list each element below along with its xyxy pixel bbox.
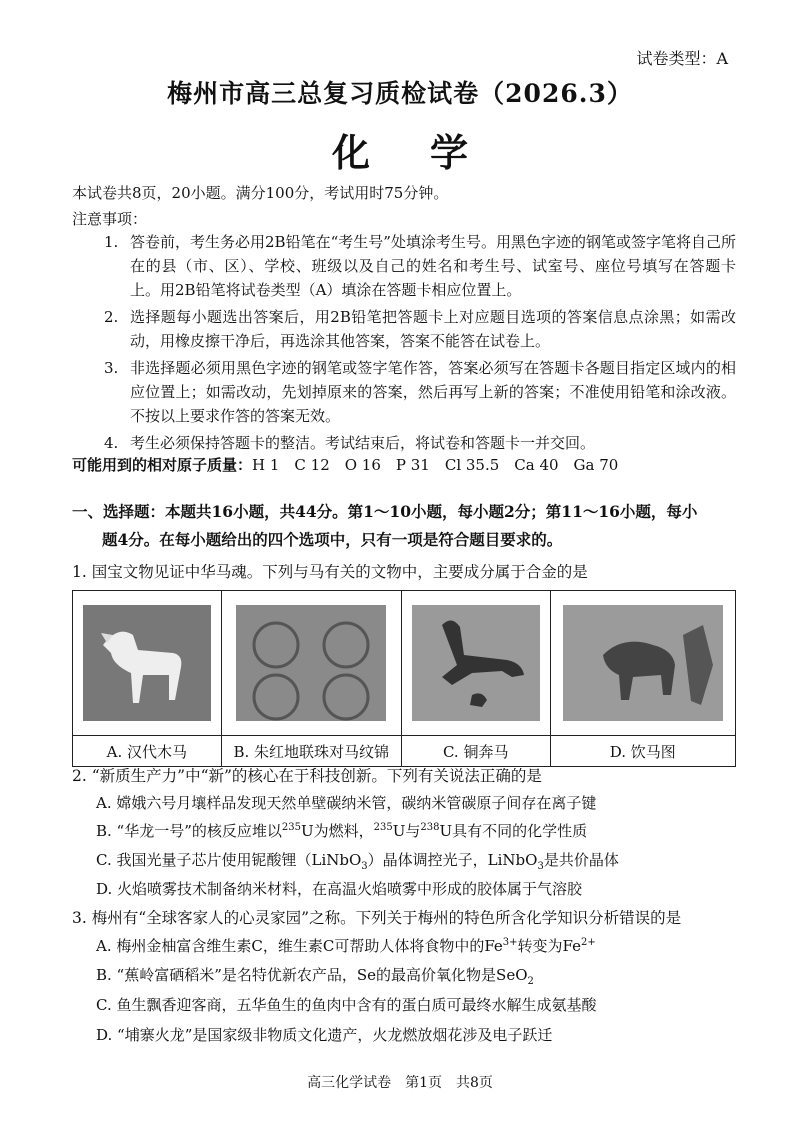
option-c-caption: C. 铜奔马 [401,736,550,767]
question-2-option-c: C. 我国光量子芯片使用铌酸锂（LiNbO$_3$）晶体调控光子，LiNbO$_3$是共价晶体 [96,851,619,872]
question-1-stem: 1. 国宝文物见证中华马魂。下列与马有关的文物中，主要成分属于合金的是 [72,563,588,581]
question-2-option-b: B. “华龙一号”的核反应堆以$^{235}$U为燃料，$^{235}$U与$^{238}$U具有不同的化学性质 [96,822,588,840]
option-b-image-cell [221,591,401,736]
painting-image [563,605,723,721]
paper-type-label: 试卷类型：A [636,49,728,68]
subject-title: 化学 [331,130,528,175]
bronze-horse-image [412,605,540,721]
question-2-option-d: D. 火焰喷雾技术制备纳米材料，在高温火焰喷雾中形成的胶体属于气溶胶 [96,880,583,898]
section-heading-line1: 一、选择题：本题共16小题，共44分。第1～10小题，每小题2分；第11～16小题，每小 [72,502,698,521]
question-2-stem: 2. “新质生产力”中“新”的核心在于科技创新。下列有关说法正确的是 [72,767,542,785]
option-a-image-cell [73,591,222,736]
notice-item: 2. 选择题每小题选出答案后，用2B铅笔把答题卡上对应题目选项的答案信息点涂黑；如需改动，用橡皮擦干净后，再选涂其他答案，答案不能答在试卷上。 [104,308,736,350]
atomic-masses-values: H 1 C 12 O 16 P 31 Cl 35.5 Ca 40 Ga 70 [252,456,619,474]
question-1-image-table [72,590,736,767]
notice-item: 4. 考生必须保持答题卡的整洁。考试结束后，将试卷和答题卡一并交回。 [104,434,596,452]
wooden-horse-image [83,605,211,721]
atomic-masses-label: 可能用到的相对原子质量： [72,456,253,474]
option-a-caption: A. 汉代木马 [73,736,222,767]
page-footer: 高三化学试卷 第1页 共8页 [307,1075,493,1091]
atomic-masses [72,454,618,475]
question-3-option-c: C. 鱼生飘香迎客商，五华鱼生的鱼肉中含有的蛋白质可最终水解生成氨基酸 [96,996,597,1014]
notice-list [104,230,736,458]
notice-item: 1. 答卷前，考生务必用2B铅笔在“考生号”处填涂考生号。用黑色字迹的钢笔或签字笔将自己所在的县（市、区）、学校、班级以及自己的姓名和考生号、试室号、座位号填写在答题卡上。用2B铅笔将试卷类型（A）填涂在答题卡相应位置上。 [104,233,736,299]
option-c-image-cell [401,591,550,736]
section-heading [72,498,732,554]
notice-heading: 注意事项： [72,210,148,228]
notice-item: 3. 非选择题必须用黑色字迹的钢笔或签字笔作答，答案必须写在答题卡各题目指定区域内的相应位置上；如需改动，先划掉原来的答案，然后再写上新的答案；不准使用铅笔和涂改液。不按以上要求作答的答案无效。 [104,359,736,425]
question-3-option-d: D. “埔寨火龙”是国家级非物质文化遗产，火龙燃放烟花涉及电子跃迁 [96,1026,553,1044]
exam-intro: 本试卷共8页，20小题。满分100分，考试用时75分钟。 [72,184,449,202]
exam-title: 梅州市高三总复习质检试卷（2026.3） [167,79,633,108]
brocade-image [236,605,386,721]
question-3-stem: 3. 梅州有“全球客家人的心灵家园”之称。下列关于梅州的特色所含化学知识分析错误的是 [72,909,682,927]
option-b-caption: B. 朱红地联珠对马纹锦 [221,736,401,767]
section-heading-line2: 题4分。在每小题给出的四个选项中，只有一项是符合题目要求的。 [102,530,563,549]
question-3-option-a: A. 梅州金柚富含维生素C，维生素C可帮助人体将食物中的$Fe^{3+}$转变为$Fe^{2+}$ [96,937,596,955]
question-3-option-b: B. “蕉岭富硒稻米”是名特优新农产品，Se的最高价氧化物是SeO$_2$ [96,966,534,987]
option-d-caption: D. 饮马图 [550,736,735,767]
question-2-option-a: A. 嫦娥六号月壤样品发现天然单壁碳纳米管，碳纳米管碳原子间存在离子键 [96,794,597,812]
option-d-image-cell [550,591,735,736]
